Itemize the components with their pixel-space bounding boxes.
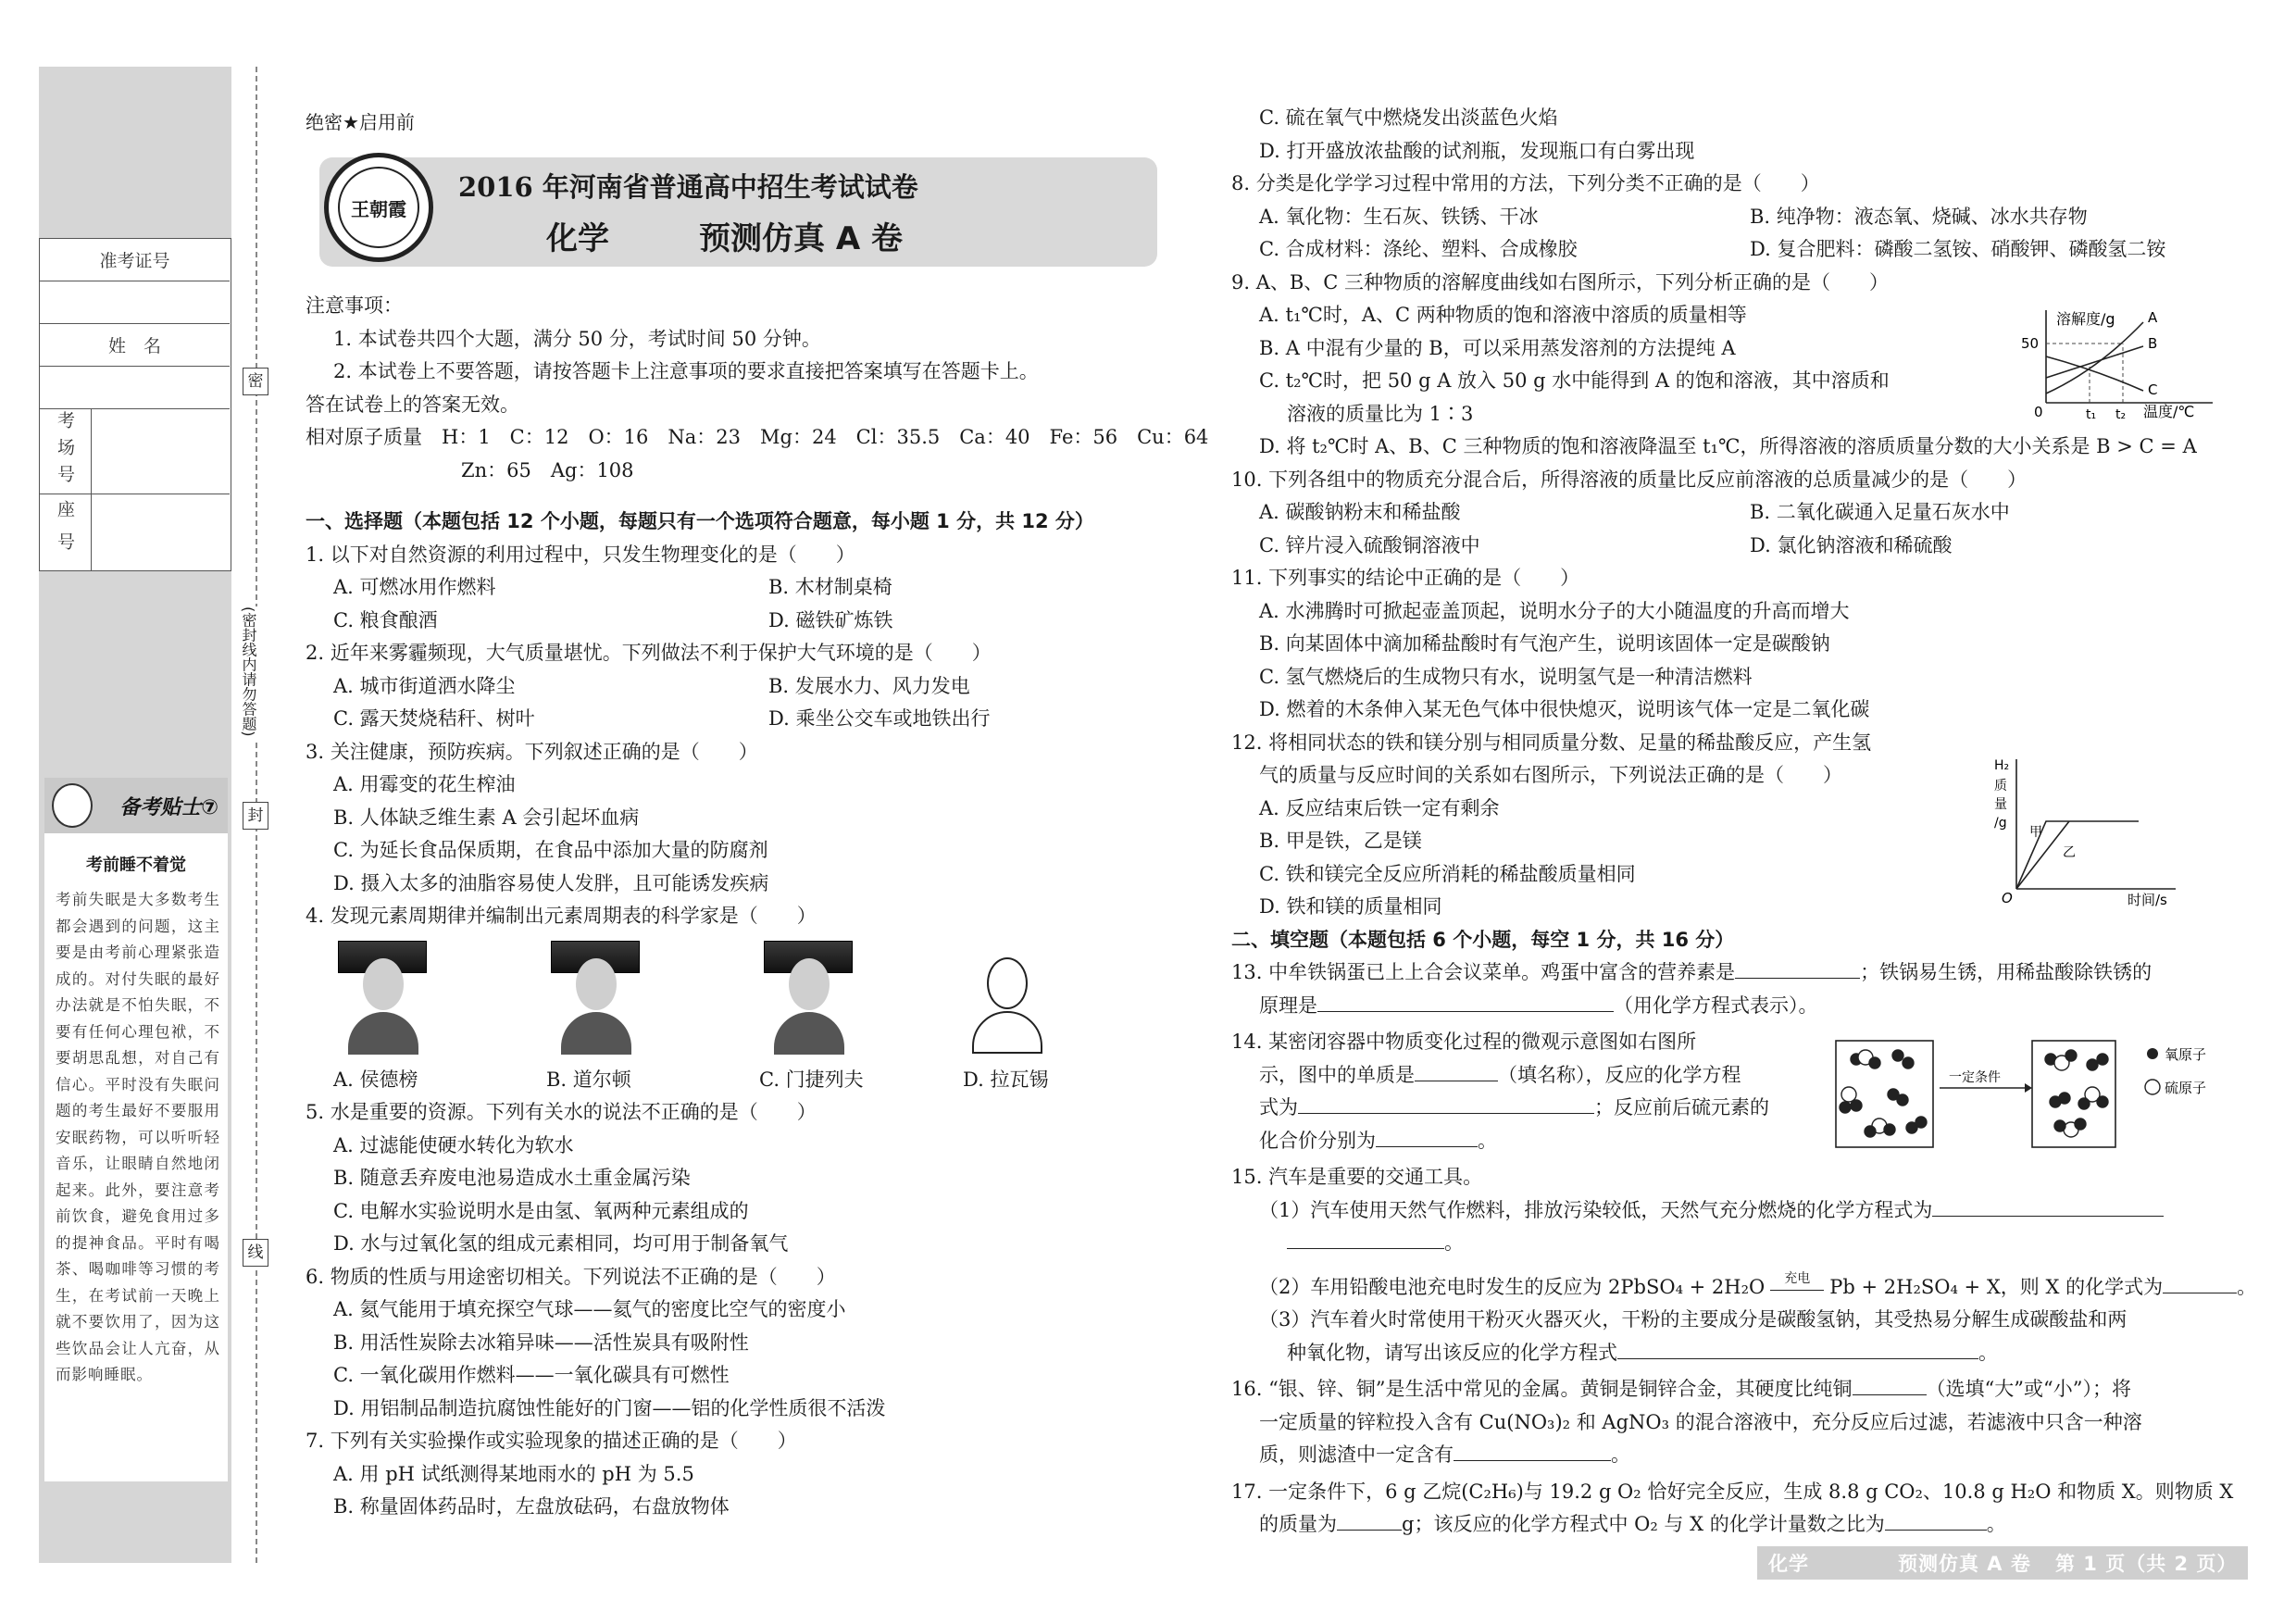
q7-stem: 7. 下列有关实验操作或实验现象的描述正确的是（ ） bbox=[306, 1430, 797, 1452]
q14-before-molecules bbox=[1840, 1050, 1927, 1137]
q7-option-b[interactable]: B. 称量固体药品时，左盘放砝码，右盘放物体 bbox=[333, 1495, 730, 1518]
publisher-logo: 王朝霞 bbox=[324, 153, 433, 262]
q14-text-3: （填名称），反应的化学方程 bbox=[1498, 1063, 1741, 1086]
q2-option-d[interactable]: D. 乘坐公交车或地铁出行 bbox=[768, 707, 991, 730]
q12-label-jia: 甲 bbox=[2029, 825, 2042, 840]
q9-option-c-cont: 溶液的质量比为 1∶3 bbox=[1287, 402, 1474, 425]
q15-part-3: （3）汽车着火时常使用干粉灭火器灭火，干粉的主要成分是碳酸氢钠，其受热易分解生成碳酸盐和两 bbox=[1259, 1308, 2128, 1331]
sulfur-atom-legend-icon bbox=[2145, 1080, 2160, 1094]
tip-badge: 备考贴士⑦ bbox=[44, 778, 228, 833]
q14-line-1: 14. 某密闭容器中物质变化过程的微观示意图如右图所 bbox=[1231, 1031, 1697, 1053]
q5-option-a[interactable]: A. 过滤能使硬水转化为软水 bbox=[333, 1133, 574, 1156]
q6-option-d[interactable]: D. 用铝制品制造抗腐蚀性能好的门窗——铝的化学性质很不活泼 bbox=[333, 1396, 886, 1419]
q5-option-b[interactable]: B. 随意丢弃废电池易造成水土重金属污染 bbox=[333, 1167, 691, 1189]
q6-option-c[interactable]: C. 一氧化碳用作燃料——一氧化碳具有可燃性 bbox=[333, 1364, 730, 1386]
q12-stem: 12. 将相同状态的铁和镁分别与相同质量分数、足量的稀盐酸反应，产生氢 bbox=[1231, 731, 1872, 754]
q16-blank-1[interactable] bbox=[1853, 1373, 1927, 1395]
q13-text-2: ；铁锅易生锈，用稀盐酸除铁锈的 bbox=[1860, 961, 2152, 983]
portrait-dalton bbox=[551, 941, 640, 974]
q8-option-a[interactable]: A. 氧化物：生石灰、铁锈、干冰 bbox=[1259, 205, 1539, 228]
q15-part-1: （1）汽车使用天然气作燃料，排放污染较低，天然气充分燃烧的化学方程式为 bbox=[1259, 1198, 1933, 1221]
q9-x-tick-t1: t₁ bbox=[2086, 407, 2097, 421]
q10-option-b[interactable]: B. 二氧化碳通入足量石灰水中 bbox=[1750, 501, 2010, 523]
candidate-info-box bbox=[39, 238, 231, 571]
q5-option-c[interactable]: C. 电解水实验说明水是由氢、氧两种元素组成的 bbox=[333, 1199, 749, 1222]
tip-text: 考前失眠是大多数考生都会遇到的问题，这主要是由考前心理紧张造成的。对付失眠的最好办法就是不怕失眠，不要有任何心理包袱，不要胡思乱想，对自己有信心。平时没有失眠问题的考生最好不要服用安眠药物，可以听听轻音乐，让眼睛自然地闭起来。此外，要注意考前饮食，避免食用过多的提神食品。平时有喝茶、喝咖啡等习惯的考生，在考试前一天晚上就不要饮用了，因为这些饮品会让人亢奋，从而影响睡眠。 bbox=[56, 891, 220, 1383]
q17-text-4: 。 bbox=[1986, 1513, 2006, 1535]
q15-stem: 15. 汽车是重要的交通工具。 bbox=[1231, 1166, 1483, 1188]
q11-option-d[interactable]: D. 燃着的木条伸入某无色气体中很快熄灭，说明该气体一定是二氧化碳 bbox=[1259, 698, 1870, 720]
subject-title: 化学 bbox=[546, 220, 609, 257]
q1-option-b[interactable]: B. 木材制桌椅 bbox=[768, 576, 892, 598]
q1-stem: 1. 以下对自然资源的利用过程中，只发生物理变化的是（ ） bbox=[306, 543, 855, 566]
q15-part-2b: Pb + 2H₂SO₄ + X，则 X 的化学式为 bbox=[1829, 1275, 2164, 1298]
seat-field[interactable] bbox=[92, 494, 230, 570]
q9-label-c: C bbox=[2148, 381, 2158, 398]
q2-option-a[interactable]: A. 城市街道洒水降尘 bbox=[333, 674, 516, 697]
q7-option-c[interactable]: C. 硫在氧气中燃烧发出淡蓝色火焰 bbox=[1259, 106, 1558, 129]
footer-subject: 化学 bbox=[1768, 1553, 1809, 1575]
q14-text-4: 式为 bbox=[1259, 1096, 1298, 1118]
q9-stem: 9. A、B、C 三种物质的溶解度曲线如右图所示，下列分析正确的是（ ） bbox=[1231, 270, 1890, 294]
q11-option-c[interactable]: C. 氢气燃烧后的生成物只有水，说明氢气是一种清洁燃料 bbox=[1259, 665, 1753, 688]
q13-blank-1[interactable] bbox=[1735, 956, 1860, 979]
q6-stem: 6. 物质的性质与用途密切相关。下列说法不正确的是（ ） bbox=[306, 1265, 836, 1288]
atomic-mass-1: 相对原子质量 H：1 C：12 O：16 Na：23 Mg：24 Cl：35.5 Ca：40 Fe：56 Cu：64 bbox=[306, 426, 1209, 448]
q8-stem: 8. 分类是化学学习过程中常用的方法，下列分类不正确的是（ ） bbox=[1231, 172, 1820, 194]
q3-option-a[interactable]: A. 用霉变的花生榨油 bbox=[333, 773, 516, 795]
q15-part-2: （2）车用铅酸电池充电时发生的反应为 2PbSO₄ + 2H₂O bbox=[1259, 1275, 1766, 1298]
q14-legend-oxygen: 氧原子 bbox=[2165, 1046, 2207, 1063]
left-column bbox=[306, 290, 1209, 1524]
q15-part-3-end: 。 bbox=[1978, 1341, 1998, 1364]
q14-arrow-head bbox=[2025, 1083, 2032, 1093]
q9-x-label: 温度/℃ bbox=[2143, 403, 2195, 420]
q12-x-label: 时间/s bbox=[2128, 892, 2167, 908]
q14-blank-1[interactable] bbox=[1415, 1059, 1498, 1081]
q9-curve-b bbox=[2046, 346, 2143, 378]
q8-option-b[interactable]: B. 纯净物：液态氧、烧碱、冰水共存物 bbox=[1750, 205, 2088, 228]
q14-legend-sulfur: 硫原子 bbox=[2165, 1080, 2207, 1096]
q2-stem: 2. 近年来雾霾频现，大气质量堪忧。下列做法不利于保护大气环境的是（ ） bbox=[306, 642, 992, 664]
q9-y-tick-50: 50 bbox=[2021, 335, 2040, 352]
q1-option-c[interactable]: C. 粮食酿酒 bbox=[333, 608, 438, 631]
q17-blank-1[interactable] bbox=[1337, 1508, 1402, 1531]
mascot-icon bbox=[52, 783, 93, 828]
portrait-lavoisier bbox=[963, 941, 1052, 974]
q3-option-c[interactable]: C. 为延长食品保质期，在食品中添加大量的防腐剂 bbox=[333, 839, 768, 861]
exam-id-field[interactable] bbox=[40, 281, 230, 324]
exam-tip-box bbox=[44, 778, 228, 1481]
q13-text-3: 原理是 bbox=[1259, 993, 1317, 1017]
tip-title: 考前睡不着觉 bbox=[86, 856, 186, 875]
q10-option-c[interactable]: C. 锌片浸入硫酸铜溶液中 bbox=[1259, 533, 1480, 556]
q6-option-b[interactable]: B. 用活性炭除去冰箱异味——活性炭具有吸附性 bbox=[333, 1331, 749, 1354]
q9-solubility-figure bbox=[2004, 306, 2227, 421]
q15-charge-arrow: 充电 bbox=[1765, 1271, 1829, 1286]
q14-text-5: ；反应前后硫元素的 bbox=[1594, 1096, 1769, 1118]
room-field[interactable] bbox=[92, 409, 230, 494]
q4-option-a[interactable]: A. 侯德榜 bbox=[333, 1068, 418, 1091]
q9-label-b: B bbox=[2148, 335, 2158, 352]
footer-page: 第 1 页（共 2 页） bbox=[2055, 1553, 2238, 1575]
q9-option-d[interactable]: D. 将 t₂℃时 A、B、C 三种物质的饱和溶液降温至 t₁℃，所得溶液的溶质质量分数的大小关系是 B > C = A bbox=[1259, 435, 2197, 457]
portrait-mendeleev bbox=[764, 941, 853, 974]
q15-part-2-end: 。 bbox=[2237, 1275, 2257, 1298]
q17-text-1: 17. 一定条件下，6 g 乙烷(C₂H₆)与 19.2 g O₂ 恰好完全反应，生成 8.8 g CO₂、10.8 g H₂O 和物质 X。则物质 X bbox=[1231, 1480, 2234, 1503]
q12-option-b[interactable]: B. 甲是铁，乙是镁 bbox=[1259, 830, 1422, 852]
q15-blank-2[interactable] bbox=[2163, 1271, 2237, 1293]
note-3: 答在试卷上的答案无效。 bbox=[306, 393, 519, 416]
q3-stem: 3. 关注健康，预防疾病。下列叙述正确的是（ ） bbox=[306, 740, 758, 763]
q10-stem: 10. 下列各组中的物质充分混合后，所得溶液的质量比反应前溶液的总质量减少的是（ ） bbox=[1231, 468, 2028, 491]
q14-text-6: 化合价分别为 bbox=[1259, 1129, 1376, 1152]
note-1: 1. 本试卷共四个大题，满分 50 分，考试时间 50 分钟。 bbox=[333, 327, 821, 350]
q16-text-3: 一定质量的锌粒投入含有 Cu(NO₃)₂ 和 AgNO₃ 的混合溶液中，充分反应后过滤，若滤液中只含一种溶 bbox=[1259, 1410, 2142, 1433]
q6-option-a[interactable]: A. 氦气能用于填充探空气球——氦气的密度比空气的密度小 bbox=[333, 1298, 846, 1320]
section-1-heading: 一、选择题（本题包括 12 个小题，每题只有一个选项符合题意，每小题 1 分，共 12 分） bbox=[306, 510, 1094, 532]
q14-after-molecules bbox=[2045, 1050, 2108, 1137]
q11-option-b[interactable]: B. 向某固体中滴加稀盐酸时有气泡产生，说明该固体一定是碳酸钠 bbox=[1259, 632, 1830, 655]
q12-option-a[interactable]: A. 反应结束后铁一定有剩余 bbox=[1259, 796, 1500, 819]
q12-label-yi: 乙 bbox=[2063, 845, 2076, 860]
q15-part-1-end: 。 bbox=[1444, 1231, 1464, 1254]
q17-text-2: 的质量为 bbox=[1259, 1513, 1337, 1535]
q14-blank-3[interactable] bbox=[1376, 1125, 1478, 1147]
q16-text-4: 质，则滤渣中一定含有 bbox=[1259, 1443, 1454, 1466]
q16-text-1: 16. “银、锌、铜”是生活中常见的金属。黄铜是铜锌合金，其硬度比纯铜 bbox=[1231, 1378, 1853, 1400]
seal-mark-xian: 线 bbox=[243, 1239, 268, 1267]
q12-stem-cont: 气的质量与反应时间的关系如右图所示，下列说法正确的是（ ） bbox=[1259, 764, 1842, 786]
q4-portraits bbox=[306, 933, 1176, 1064]
q8-option-d[interactable]: D. 复合肥料：磷酸二氢铵、硝酸钾、磷酸氢二铵 bbox=[1750, 238, 2166, 260]
q4-option-c[interactable]: C. 门捷列夫 bbox=[759, 1068, 864, 1091]
q2-option-c[interactable]: C. 露天焚烧秸秆、树叶 bbox=[333, 707, 535, 730]
q12-y-label-2: 质 bbox=[1994, 779, 2007, 794]
q12-y-label-3: 量 bbox=[1994, 797, 2007, 812]
q11-stem: 11. 下列事实的结论中正确的是（ ） bbox=[1231, 567, 1580, 589]
q13-blank-2[interactable] bbox=[1317, 990, 1614, 1012]
q7-option-d[interactable]: D. 打开盛放浓盐酸的试剂瓶，发现瓶口有白雾出现 bbox=[1259, 139, 1695, 162]
q15-blank-1[interactable] bbox=[1932, 1194, 2164, 1217]
q12-hydrogen-figure bbox=[1990, 755, 2203, 912]
note-2: 2. 本试卷上不要答题，请按答题卡上注意事项的要求直接把答案填写在答题卡上。 bbox=[333, 360, 1039, 382]
q13-text-4: （用化学方程式表示）。 bbox=[1614, 993, 1818, 1017]
q4-option-d[interactable]: D. 拉瓦锡 bbox=[963, 1068, 1049, 1091]
q16-text-5: 。 bbox=[1611, 1443, 1630, 1466]
oxygen-atom-legend-icon bbox=[2147, 1048, 2158, 1059]
portrait-hou-debang bbox=[338, 941, 427, 974]
q7-option-a[interactable]: A. 用 pH 试纸测得某地雨水的 pH 为 5.5 bbox=[333, 1462, 694, 1485]
q15-blank-3[interactable] bbox=[1617, 1337, 1978, 1359]
notes-title: 注意事项： bbox=[306, 294, 403, 317]
q1-option-a[interactable]: A. 可燃冰用作燃料 bbox=[333, 576, 496, 598]
q9-option-a[interactable]: A. t₁℃时，A、C 两种物质的饱和溶液中溶质的质量相等 bbox=[1259, 304, 1747, 326]
q10-option-a[interactable]: A. 碳酸钠粉末和稀盐酸 bbox=[1259, 501, 1461, 523]
q14-blank-2[interactable] bbox=[1298, 1092, 1594, 1114]
q13-text-1: 13. 中牟铁锅蛋已上上合会议菜单。鸡蛋中富含的营养素是 bbox=[1231, 961, 1736, 983]
q12-option-c[interactable]: C. 铁和镁完全反应所消耗的稀盐酸质量相同 bbox=[1259, 862, 1636, 885]
q9-curve-a bbox=[2046, 322, 2143, 394]
seal-mark-mi: 密 bbox=[243, 368, 268, 395]
name-label: 姓 名 bbox=[40, 324, 230, 367]
q14-text-7: 。 bbox=[1478, 1129, 1497, 1152]
q5-stem: 5. 水是重要的资源。下列有关水的说法不正确的是（ ） bbox=[306, 1101, 817, 1123]
q2-option-b[interactable]: B. 发展水力、风力发电 bbox=[768, 674, 970, 697]
q17-blank-2[interactable] bbox=[1885, 1508, 1987, 1531]
atomic-mass-2: Zn：65 Ag：108 bbox=[461, 458, 634, 481]
q9-origin: 0 bbox=[2034, 404, 2043, 420]
q17-text-3: g；该反应的化学方程式中 O₂ 与 X 的化学计量数之比为 bbox=[1402, 1513, 1885, 1535]
q16-text-2: （选填“大”或“小”）；将 bbox=[1926, 1378, 2131, 1400]
q16-blank-2[interactable] bbox=[1454, 1439, 1611, 1461]
seal-mark-feng: 封 bbox=[243, 802, 268, 830]
q4-option-b[interactable]: B. 道尔顿 bbox=[546, 1068, 631, 1091]
q12-curve-yi bbox=[2016, 821, 2069, 889]
q12-y-label-4: /g bbox=[1994, 816, 2007, 831]
q15-blank-1-cont[interactable] bbox=[1287, 1227, 1444, 1249]
q12-origin: O bbox=[2002, 890, 2013, 906]
q3-option-b[interactable]: B. 人体缺乏维生素 A 会引起坏血病 bbox=[333, 806, 640, 829]
q3-option-d[interactable]: D. 摄入太多的油脂容易使人发胖，且可能诱发疾病 bbox=[333, 871, 769, 894]
q5-option-d[interactable]: D. 水与过氧化氢的组成元素相同，均可用于制备氧气 bbox=[333, 1232, 789, 1255]
page-footer bbox=[1757, 1546, 2248, 1580]
q1-option-d[interactable]: D. 磁铁矿炼铁 bbox=[768, 608, 893, 631]
q9-x-tick-t2: t₂ bbox=[2115, 407, 2127, 421]
exam-title: 2016 年河南省普通高中招生考试试卷 bbox=[458, 171, 918, 203]
q9-y-label: 溶解度/g bbox=[2056, 310, 2115, 328]
edition-title: 预测仿真 A 卷 bbox=[699, 220, 903, 257]
q14-text-2: 示，图中的单质是 bbox=[1259, 1063, 1415, 1086]
q9-option-c[interactable]: C. t₂℃时，把 50 g A 放入 50 g 水中能得到 A 的饱和溶液，其中溶质和 bbox=[1259, 369, 1890, 392]
q12-y-label-1: H₂ bbox=[1994, 758, 2010, 773]
footer-edition: 预测仿真 A 卷 bbox=[1898, 1553, 2031, 1575]
confidential-mark: 绝密★启用前 bbox=[306, 111, 415, 133]
name-field[interactable] bbox=[40, 367, 230, 409]
section-2-heading: 二、填空题（本题包括 6 个小题，每空 1 分，共 16 分） bbox=[1231, 928, 1735, 951]
q14-micro-diagram bbox=[1828, 1037, 2236, 1157]
q9-option-b[interactable]: B. A 中混有少量的 B，可以采用蒸发溶剂的方法提纯 A bbox=[1259, 336, 1736, 359]
q15-part-3b: 种氧化物，请写出该反应的化学方程式 bbox=[1287, 1341, 1617, 1364]
q4-stem: 4. 发现元素周期律并编制出元素周期表的科学家是（ ） bbox=[306, 905, 817, 927]
q14-condition: 一定条件 bbox=[1949, 1070, 2001, 1085]
q9-label-a: A bbox=[2148, 309, 2158, 326]
seal-note: (密封线内请勿答题) bbox=[234, 606, 262, 741]
q8-option-c[interactable]: C. 合成材料：涤纶、塑料、合成橡胶 bbox=[1259, 238, 1578, 260]
q12-option-d[interactable]: D. 铁和镁的质量相同 bbox=[1259, 895, 1442, 918]
room-label: 考场号 bbox=[40, 409, 92, 494]
q11-option-a[interactable]: A. 水沸腾时可掀起壶盖顶起，说明水分子的大小随温度的升高而增大 bbox=[1259, 599, 1850, 622]
exam-id-label: 准考证号 bbox=[40, 239, 230, 281]
q10-option-d[interactable]: D. 氯化钠溶液和稀硫酸 bbox=[1750, 533, 1953, 556]
seat-label: 座号 bbox=[40, 494, 92, 570]
